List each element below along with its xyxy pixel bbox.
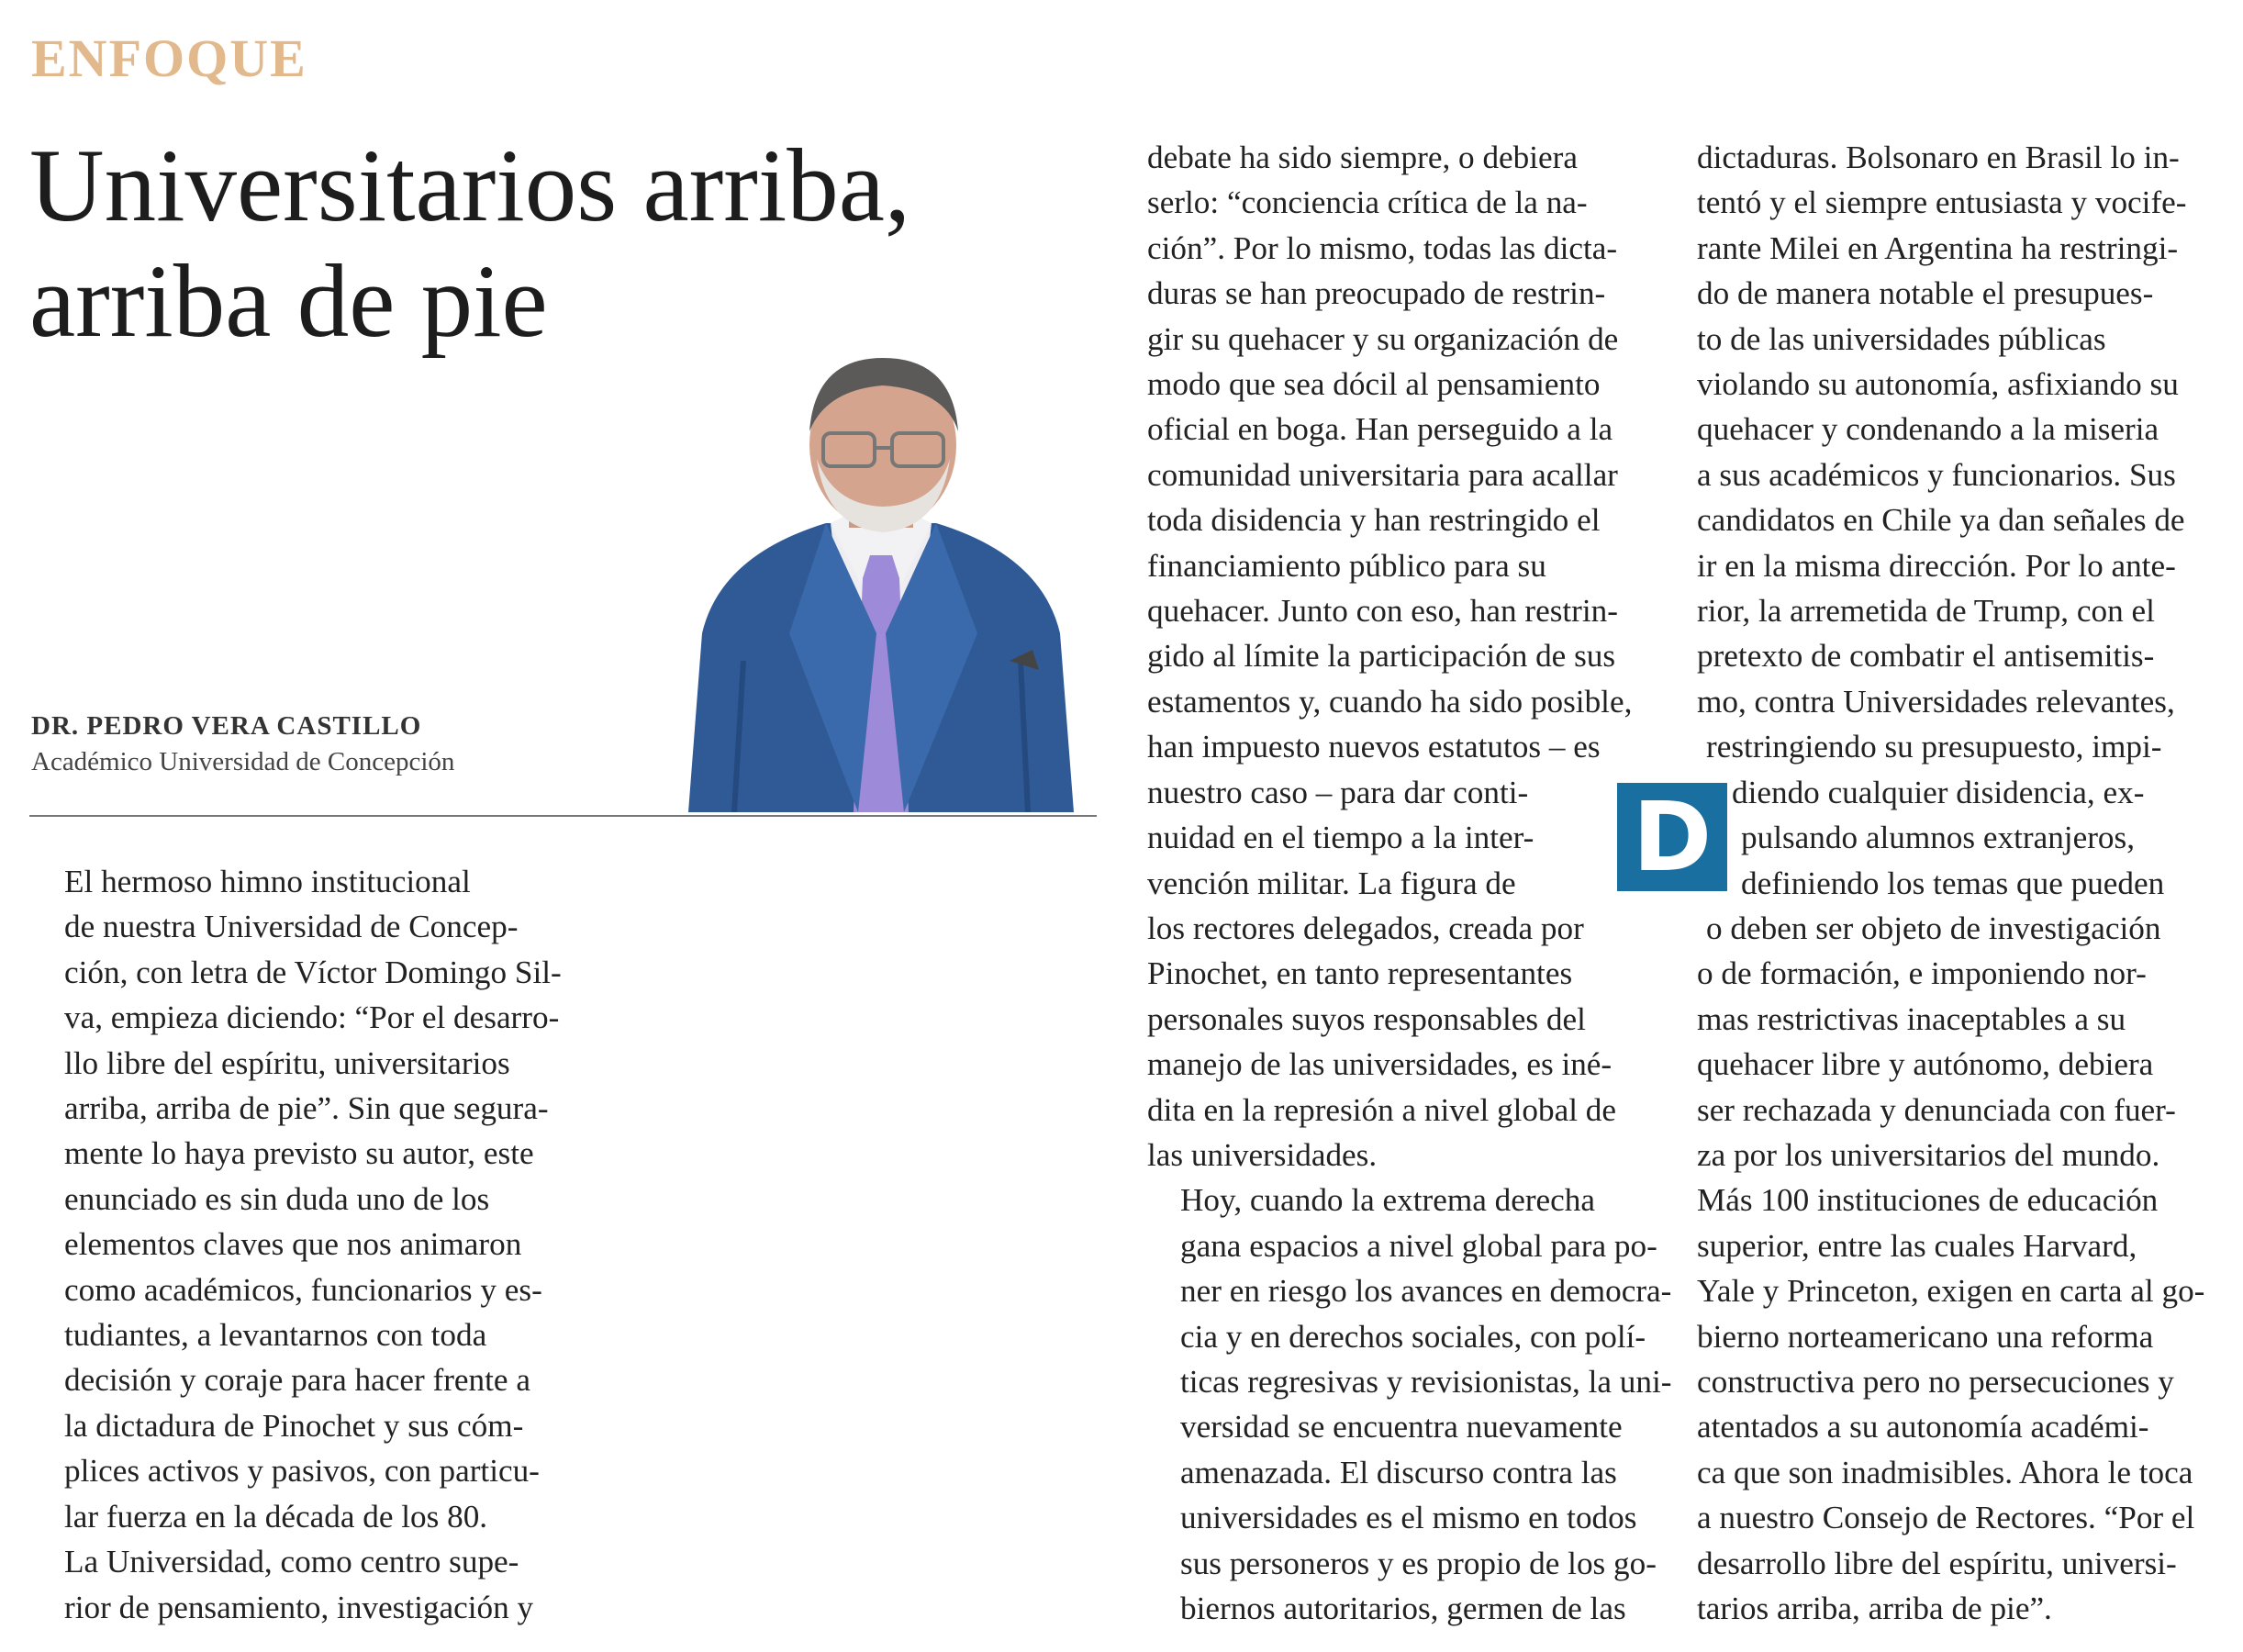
- text-line: rante Milei en Argentina ha restringi-: [1697, 229, 2179, 266]
- text-line: tentó y el siempre entusiasta y vocife-: [1697, 184, 2187, 221]
- text-line: los rectores delegados, creada por: [1147, 910, 1584, 946]
- column-3: [1697, 135, 2204, 1631]
- text-line: bierno norteamericano una reforma: [1697, 1318, 2154, 1355]
- text-line: tarios arriba, arriba de pie”.: [1697, 1591, 2052, 1626]
- text-line: comunidad universitaria para acallar: [1147, 456, 1618, 493]
- text-line: a nuestro Consejo de Rectores. “Por el: [1697, 1500, 2195, 1536]
- text-line: va, empieza diciendo: “Por el desarro-: [64, 999, 560, 1036]
- text-line: la dictadura de Pinochet y sus cóm-: [64, 1407, 524, 1444]
- text-line: ticas regresivas y revisionistas, la uni-: [1180, 1363, 1672, 1400]
- headline-line-1: Universitarios arriba,: [29, 128, 911, 243]
- text-line: a sus académicos y funcionarios. Sus: [1697, 456, 2176, 493]
- text-line: ir en la misma dirección. Por lo ante-: [1697, 547, 2176, 584]
- text-line: de nuestra Universidad de Concep-: [64, 909, 519, 945]
- text-line: o deben ser objeto de investigación: [1706, 910, 2161, 946]
- column-1: [31, 859, 562, 1630]
- text-line: diendo cualquier disidencia, ex-: [1732, 774, 2145, 810]
- text-line: gir su quehacer y su organización de: [1147, 320, 1619, 357]
- text-line: las universidades.: [1147, 1136, 1378, 1173]
- text-line: constructiva pero no persecuciones y: [1697, 1363, 2174, 1400]
- text-line: arriba, arriba de pie”. Sin que segura-: [64, 1090, 549, 1127]
- text-line: El hermoso himno institucional: [64, 864, 471, 899]
- text-line: financiamiento público para su: [1147, 547, 1546, 584]
- text-line: rior de pensamiento, investigación y: [64, 1589, 534, 1625]
- text-line: pulsando alumnos extranjeros,: [1741, 820, 2136, 856]
- text-line: quehacer y condenando a la miseria: [1697, 411, 2159, 448]
- text-line: za por los universitarios del mundo.: [1697, 1136, 2160, 1173]
- text-line: sus personeros y es propio de los go-: [1180, 1545, 1657, 1581]
- text-line: ser rechazada y denunciada con fuer-: [1697, 1091, 2176, 1128]
- text-line: mo, contra Universidades relevantes,: [1697, 683, 2175, 720]
- paragraph-3: [1147, 1178, 1672, 1631]
- text-line: serlo: “conciencia crítica de la na-: [1147, 184, 1588, 221]
- drop-cap: D: [1617, 783, 1727, 891]
- paragraph-3-cont: [1697, 135, 2204, 1631]
- text-line: versidad se encuentra nuevamente: [1180, 1409, 1623, 1446]
- author-name: DR. PEDRO VERA CASTILLO: [31, 711, 422, 741]
- text-line: ción, con letra de Víctor Domingo Sil-: [64, 954, 562, 990]
- text-line: rior, la arremetida de Trump, con el: [1697, 593, 2155, 630]
- text-line: duras se han preocupado de restrin-: [1147, 275, 1606, 312]
- text-line: candidatos en Chile ya dan señales de: [1697, 502, 2185, 539]
- text-line: cia y en derechos sociales, con polí-: [1180, 1318, 1646, 1355]
- text-line: debate ha sido siempre, o debiera: [1147, 140, 1578, 175]
- text-line: ner en riesgo los avances en democra-: [1180, 1273, 1672, 1310]
- column-2: [1147, 135, 1672, 1631]
- text-line: estamentos y, cuando ha sido posible,: [1147, 683, 1633, 720]
- text-line: personales suyos responsables del: [1147, 1000, 1586, 1037]
- text-line: vención militar. La figura de: [1147, 865, 1516, 901]
- headline-line-2: arriba de pie: [29, 244, 548, 359]
- headline: [29, 128, 1085, 360]
- text-line: dita en la represión a nivel global de: [1147, 1091, 1617, 1128]
- header-rule: [29, 815, 1097, 817]
- text-line: elementos claves que nos animaron: [64, 1226, 522, 1263]
- paragraph-2-cont: [1147, 135, 1650, 1178]
- text-line: mente lo haya previsto su autor, este: [64, 1135, 534, 1172]
- text-line: amenazada. El discurso contra las: [1180, 1454, 1617, 1490]
- text-line: toda disidencia y han restringido el: [1147, 502, 1601, 539]
- text-line: decisión y coraje para hacer frente a: [64, 1362, 530, 1399]
- text-line: Yale y Princeton, exigen en carta al go-: [1697, 1273, 2205, 1310]
- text-line: dictaduras. Bolsonaro en Brasil lo in-: [1697, 140, 2180, 175]
- text-line: tudiantes, a levantarnos con toda: [64, 1317, 487, 1354]
- text-line: mas restrictivas inaceptables a su: [1697, 1000, 2126, 1037]
- text-line: universidades es el mismo en todos: [1180, 1500, 1637, 1536]
- text-line: desarrollo libre del espíritu, universi-: [1697, 1545, 2177, 1581]
- text-line: como académicos, funcionarios y es-: [64, 1271, 542, 1308]
- byline: [31, 711, 454, 777]
- text-line: plices activos y pasivos, con particu-: [64, 1453, 540, 1490]
- text-line: Pinochet, en tanto representantes: [1147, 955, 1573, 992]
- text-line: nuestro caso – para dar conti-: [1147, 774, 1529, 810]
- text-line: to de las universidades públicas: [1697, 320, 2106, 357]
- text-line: superior, entre las cuales Harvard,: [1697, 1227, 2137, 1264]
- text-line: modo que sea dócil al pensamiento: [1147, 366, 1601, 403]
- author-portrait: [679, 358, 1083, 812]
- text-line: ción”. Por lo mismo, todas las dicta-: [1147, 229, 1618, 266]
- text-line: oficial en boga. Han perseguido a la: [1147, 411, 1613, 448]
- paragraph-1: [31, 859, 562, 1539]
- author-role: Académico Universidad de Concepción: [31, 747, 455, 776]
- paragraph-2: [31, 1539, 537, 1630]
- text-line: llo libre del espíritu, universitarios: [64, 1044, 510, 1081]
- text-line: do de manera notable el presupues-: [1697, 275, 2154, 312]
- text-line: La Universidad, como centro supe-: [64, 1544, 519, 1580]
- text-line: enunciado es sin duda uno de los: [64, 1180, 490, 1217]
- text-line: atentados a su autonomía académi-: [1697, 1409, 2149, 1446]
- text-line: violando su autonomía, asfixiando su: [1697, 366, 2179, 403]
- text-line: quehacer libre y autónomo, debiera: [1697, 1046, 2154, 1083]
- text-line: ca que son inadmisibles. Ahora le toca: [1697, 1454, 2193, 1490]
- section-label: ENFOQUE: [31, 28, 307, 88]
- text-line: definiendo los temas que pueden: [1741, 865, 2165, 901]
- text-line: lar fuerza en la década de los 80.: [64, 1498, 488, 1535]
- text-line: biernos autoritarios, germen de las: [1180, 1591, 1626, 1626]
- text-line: Más 100 instituciones de educación: [1697, 1182, 2159, 1219]
- text-line: pretexto de combatir el antisemitis-: [1697, 638, 2155, 675]
- text-line: nuidad en el tiempo a la inter-: [1147, 820, 1534, 856]
- text-line: Hoy, cuando la extrema derecha: [1180, 1182, 1595, 1219]
- text-line: manejo de las universidades, es iné-: [1147, 1046, 1613, 1083]
- text-line: han impuesto nuevos estatutos – es: [1147, 729, 1601, 765]
- text-line: o de formación, e imponiendo nor-: [1697, 955, 2147, 992]
- text-line: restringiendo su presupuesto, impi-: [1706, 729, 2162, 765]
- text-line: quehacer. Junto con eso, han restrin-: [1147, 593, 1618, 630]
- text-line: gido al límite la participación de sus: [1147, 638, 1616, 675]
- text-line: gana espacios a nivel global para po-: [1180, 1227, 1657, 1264]
